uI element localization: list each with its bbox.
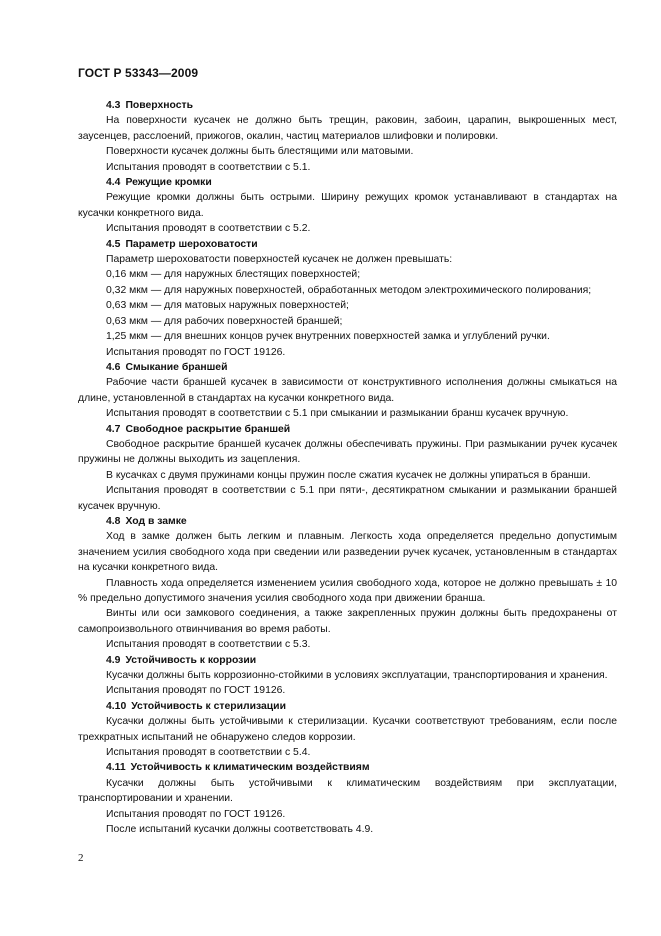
- section-paragraph: 0,32 мкм — для наружных поверхностей, обработанных методом электрохимического полирования;: [106, 284, 592, 296]
- section-number: 4.9: [106, 654, 121, 666]
- document-header: ГОСТ Р 53343—2009: [78, 66, 199, 80]
- section-heading: [78, 237, 617, 252]
- section-paragraph: Испытания проводят в соответствии с 5.3.: [106, 639, 311, 651]
- section-paragraph: На поверхности кусачек не должно быть трещин, раковин, забоин, царапин, выкрошенных мест, заусенцев, расслоений, прижогов, окалин, частиц материалов шлифовки и полировки.: [78, 115, 617, 142]
- section-paragraph: После испытаний кусачки должны соответствовать 4.9.: [106, 824, 374, 836]
- section-number: 4.4: [106, 177, 121, 189]
- section-paragraph: Испытания проводят в соответствии с 5.1 при пяти-, десятикратном смыкании и размыкании браншей кусачек вручную.: [78, 485, 617, 512]
- section-heading: [78, 699, 617, 714]
- section-heading: [78, 514, 617, 529]
- section-number: 4.3: [106, 100, 121, 111]
- section-paragraph: Параметр шероховатости поверхностей кусачек не должен превышать:: [106, 254, 453, 266]
- section-paragraph: 1,25 мкм — для внешних концов ручек внутренних поверхностей замка и углублений ручки.: [106, 331, 550, 343]
- section-title: Режущие кромки: [125, 177, 212, 189]
- section-paragraph: Поверхности кусачек должны быть блестящими или матовыми.: [106, 146, 414, 158]
- section-number: 4.11: [106, 762, 126, 774]
- section-title: Устойчивость к коррозии: [125, 654, 257, 666]
- section-heading: [78, 175, 617, 190]
- section-title: Свободное раскрытие браншей: [125, 423, 291, 435]
- section-paragraph: Свободное раскрытие браншей кусачек должны обеспечивать пружины. При размыкании ручек кусачек пружины не должны выходить из зацепления.: [78, 438, 617, 466]
- section-heading: [78, 760, 617, 775]
- section-title: Поверхность: [125, 100, 194, 111]
- section-paragraph: Плавность хода определяется изменением усилия свободного хода, которое не должно превышать ± 10 % предельно допустимого значения усилия свободного хода при движении бранша.: [78, 577, 617, 604]
- document-body: [78, 98, 617, 838]
- section-title: Устойчивость к стерилизации: [131, 700, 286, 712]
- section-number: 4.6: [106, 361, 121, 373]
- section-title: Смыкание браншей: [125, 361, 228, 373]
- section-paragraph: Кусачки должны быть коррозионно-стойкими в условиях эксплуатации, транспортирования и хранения.: [106, 670, 608, 682]
- section-heading: [78, 98, 617, 113]
- section-number: 4.5: [106, 238, 121, 250]
- section-paragraph: Винты или оси замкового соединения, а также закрепленных пружин должны быть предохранены от самопроизвольного отвинчивания во время работы.: [78, 608, 617, 635]
- section-paragraph: Ход в замке должен быть легким и плавным. Легкость хода определяется предельно допустимым значением усилия свободного хода при сведении или разведении ручек кусачек, установленным в стандартах на кусачки конкретного вида.: [78, 531, 617, 574]
- section-paragraph: 0,16 мкм — для наружных блестящих поверхностей;: [106, 269, 361, 281]
- section-title: Параметр шероховатости: [125, 238, 258, 250]
- section-paragraph: Испытания проводят в соответствии с 5.1.: [106, 161, 311, 173]
- section-title: Устойчивость к климатическим воздействиям: [130, 762, 370, 774]
- section-paragraph: Режущие кромки должны быть острыми. Ширину режущих кромок устанавливают в стандартах на кусачки конкретного вида.: [78, 192, 617, 219]
- section-heading: [78, 360, 617, 375]
- section-heading: [78, 422, 617, 437]
- section-paragraph: Испытания проводят по ГОСТ 19126.: [106, 685, 286, 697]
- section-paragraph: Кусачки должны быть устойчивыми к климатическим воздействиям при эксплуатации, транспортировании и хранении.: [78, 777, 617, 805]
- section-paragraph: Кусачки должны быть устойчивыми к стерилизации. Кусачки соответствуют требованиям, если после трехкратных испытаний не обнаружено следов коррозии.: [78, 716, 617, 743]
- section-paragraph: Испытания проводят по ГОСТ 19126.: [106, 346, 286, 358]
- section-number: 4.8: [106, 515, 121, 527]
- section-paragraph: Испытания проводят в соответствии с 5.2.: [106, 223, 311, 235]
- section-title: Ход в замке: [125, 515, 187, 527]
- section-paragraph: Испытания проводят по ГОСТ 19126.: [106, 808, 286, 820]
- page-number: 2: [78, 852, 84, 864]
- section-paragraph: 0,63 мкм — для матовых наружных поверхностей;: [106, 300, 349, 312]
- section-paragraph: 0,63 мкм — для рабочих поверхностей браншей;: [106, 315, 343, 327]
- section-heading: [78, 653, 617, 668]
- section-paragraph: В кусачках с двумя пружинами концы пружин после сжатия кусачек не должны упираться в бранши.: [106, 469, 591, 481]
- section-number: 4.10: [106, 700, 127, 712]
- section-paragraph: Испытания проводят в соответствии с 5.1 при смыкании и размыкании бранш кусачек вручную.: [106, 408, 569, 420]
- section-paragraph: Испытания проводят в соответствии с 5.4.: [106, 747, 311, 759]
- section-number: 4.7: [106, 423, 121, 435]
- section-paragraph: Рабочие части браншей кусачек в зависимости от конструктивного исполнения должны смыкаться на длине, установленной в стандартах на кусачки конкретного вида.: [78, 377, 617, 404]
